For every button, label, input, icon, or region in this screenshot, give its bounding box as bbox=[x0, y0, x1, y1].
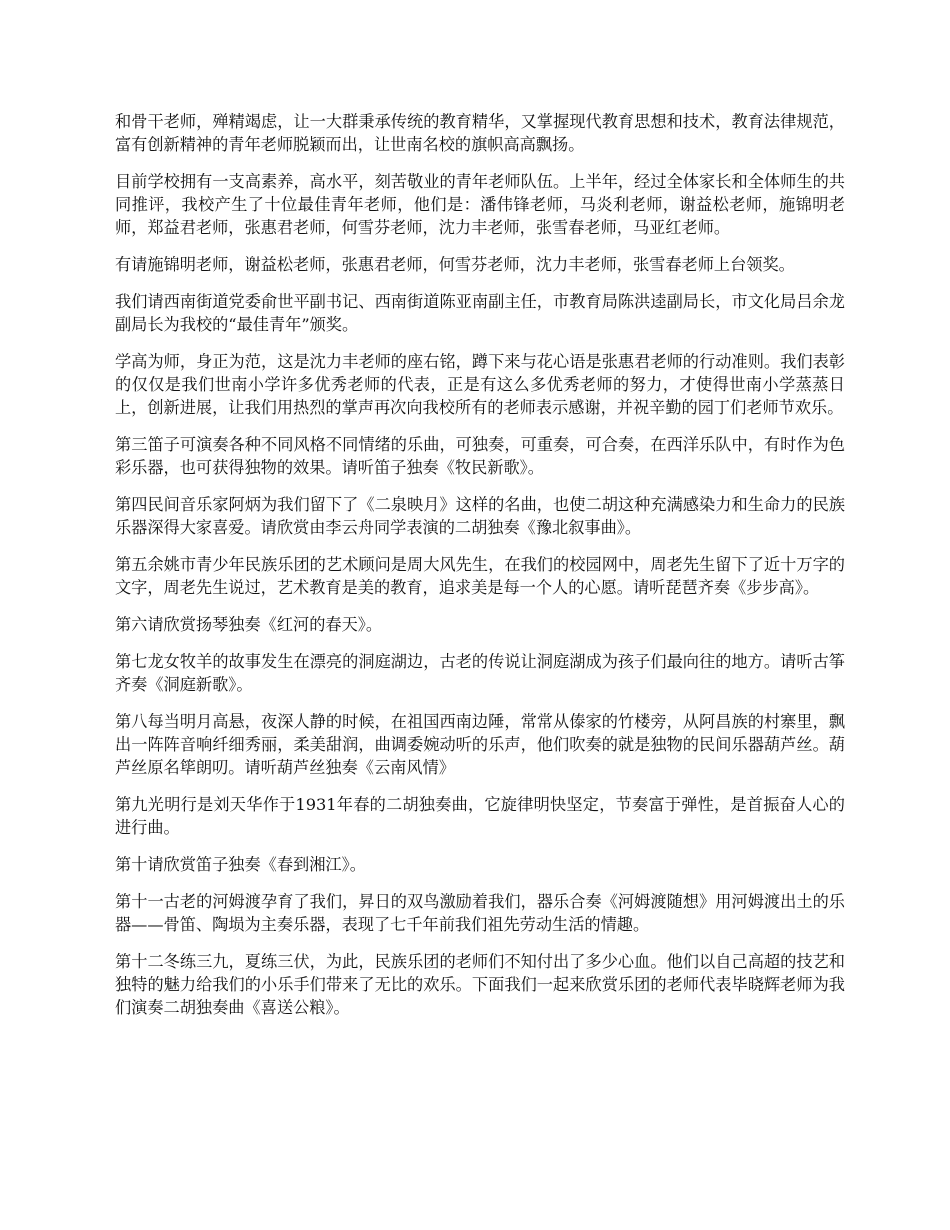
paragraph: 第九光明行是刘天华作于1931年春的二胡独奏曲，它旋律明快坚定，节奏富于弹性，是首振奋人心的进行曲。 bbox=[115, 795, 845, 837]
paragraph: 第六请欣赏扬琴独奏《红河的春天》。 bbox=[115, 615, 383, 634]
paragraph: 有请施锦明老师，谢益松老师，张惠君老师，何雪芬老师，沈力丰老师，张雪春老师上台领奖。 bbox=[115, 255, 795, 274]
paragraph: 第八每当明月高悬，夜深人静的时候，在祖国西南边陲，常常从傣家的竹楼旁，从阿昌族的村寨里，飘出一阵阵音响纤细秀丽，柔美甜润，曲调委婉动听的乐声，他们吹奏的就是独物的民间乐器葫芦丝。葫芦丝原名筚朗叨。请听葫芦丝独奏《云南风情》 bbox=[115, 712, 845, 777]
document-body bbox=[115, 110, 845, 1033]
paragraph: 第四民间音乐家阿炳为我们留下了《二泉映月》这样的名曲，也使二胡这种充满感染力和生命力的民族乐器深得大家喜爱。请欣赏由李云舟同学表演的二胡独奏《豫北叙事曲》。 bbox=[115, 495, 845, 537]
paragraph: 学高为师，身正为范，这是沈力丰老师的座右铭，蹲下来与花心语是张惠君老师的行动准则。我们表彰的仅仅是我们世南小学许多优秀老师的代表，正是有这么多优秀老师的努力，才使得世南小学蒸蒸日上，创新进展，让我们用热烈的掌声再次向我校所有的老师表示感谢，并祝辛勤的园丁们老师节欢乐。 bbox=[115, 352, 845, 417]
paragraph: 目前学校拥有一支高素养，高水平，刻苦敬业的青年老师队伍。上半年，经过全体家长和全体师生的共同推评，我校产生了十位最佳青年老师，他们是：潘伟锋老师，马炎利老师，谢益松老师，施锦明老师，郑益君老师，张惠君老师，何雪芬老师，沈力丰老师，张雪春老师，马亚红老师。 bbox=[115, 172, 845, 237]
paragraph: 第十请欣赏笛子独奏《春到湘江》。 bbox=[115, 855, 366, 874]
paragraph: 和骨干老师，殚精竭虑，让一大群秉承传统的教育精华，又掌握现代教育思想和技术，教育法律规范，富有创新精神的青年老师脱颖而出，让世南名校的旗帜高高飘扬。 bbox=[115, 112, 845, 154]
paragraph: 第五余姚市青少年民族乐团的艺术顾问是周大风先生，在我们的校园网中，周老先生留下了近十万字的文字，周老先生说过，艺术教育是美的教育，追求美是每一个人的心愿。请听琵琶齐奏《步步高》。 bbox=[115, 555, 845, 597]
paragraph: 第十一古老的河姆渡孕育了我们，昇日的双鸟激励着我们，器乐合奏《河姆渡随想》用河姆渡出土的乐器——骨笛、陶埙为主奏乐器，表现了七千年前我们祖先劳动生活的情趣。 bbox=[115, 892, 845, 934]
paragraph: 第三笛子可演奏各种不同风格不同情绪的乐曲，可独奏，可重奏，可合奏，在西洋乐队中，有时作为色彩乐器，也可获得独物的效果。请听笛子独奏《牧民新歌》。 bbox=[115, 435, 845, 477]
paragraph: 第十二冬练三九，夏练三伏，为此，民族乐团的老师们不知付出了多少心血。他们以自己高超的技艺和独特的魅力给我们的小乐手们带来了无比的欢乐。下面我们一起来欣赏乐团的老师代表毕晓辉老师为我们演奏二胡独奏曲《喜送公粮》。 bbox=[115, 952, 845, 1017]
paragraph: 第七龙女牧羊的故事发生在漂亮的洞庭湖边，古老的传说让洞庭湖成为孩子们最向往的地方。请听古筝齐奏《洞庭新歌》。 bbox=[115, 652, 845, 694]
paragraph: 我们请西南街道党委俞世平副书记、西南街道陈亚南副主任，市教育局陈洪逵副局长，市文化局吕余龙副局长为我校的“最佳青年”颁奖。 bbox=[115, 292, 845, 334]
